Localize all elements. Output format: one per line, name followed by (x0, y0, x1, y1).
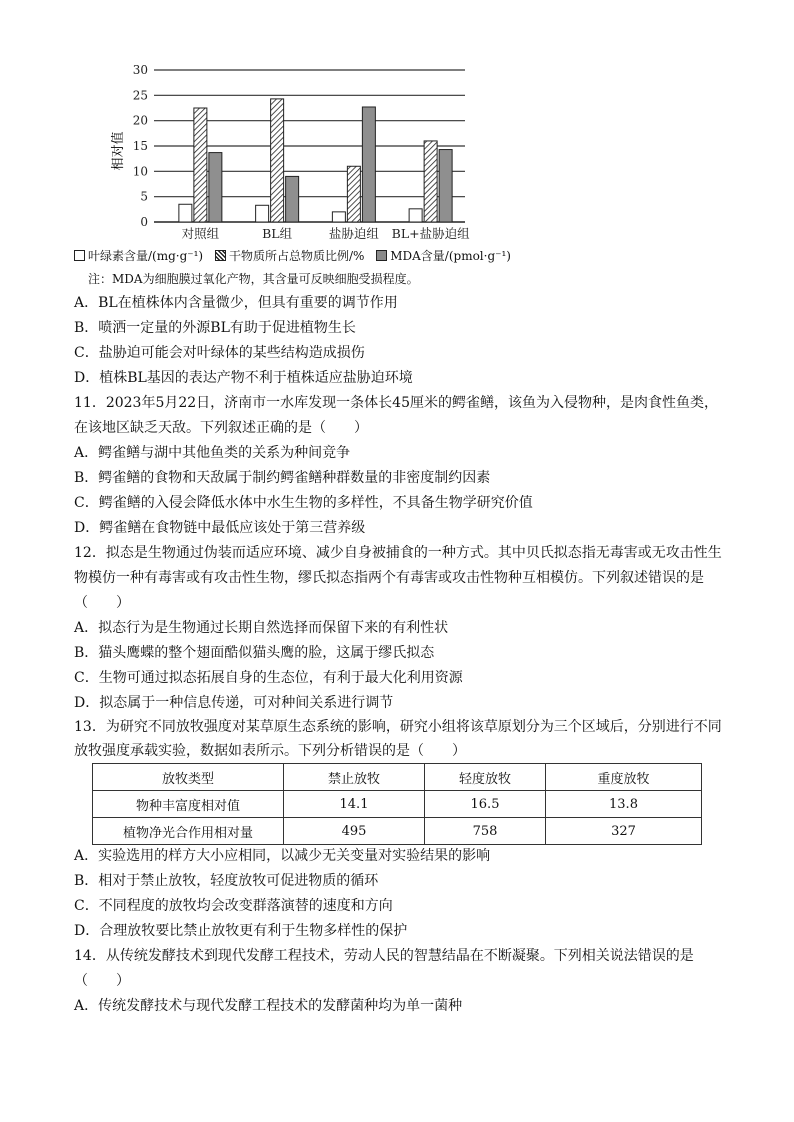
table-header-cell: 重度放牧 (546, 764, 702, 791)
table-header-cell: 放牧类型 (93, 764, 284, 791)
legend-label-mda: MDA含量/(pmol·g⁻¹) (390, 249, 511, 263)
table-cell: 植物净光合作用相对量 (93, 818, 284, 845)
legend-item-dry-matter (215, 249, 364, 263)
y-tick-label: 30 (132, 63, 148, 77)
q13-stem-line-2: 放牧强度承载实验，数据如表所示。下列分析错误的是（ ） (74, 743, 466, 759)
y-tick-label: 25 (132, 88, 148, 103)
q13-option-a: A．实验选用的样方大小应相同，以减少无关变量对实验结果的影响 (74, 848, 491, 864)
table-row (93, 791, 702, 818)
table-header-cell: 禁止放牧 (284, 764, 425, 791)
q11-option-a: A．鳄雀鳝与湖中其他鱼类的关系为种间竞争 (74, 445, 351, 461)
y-tick-label: 15 (132, 139, 148, 153)
bar (362, 107, 375, 222)
table-cell: 16.5 (425, 791, 546, 818)
q12-option-b: B．猫头鹰蝶的整个翅面酷似猫头鹰的脸，这属于缪氏拟态 (74, 645, 435, 661)
chart-note: 注：MDA为细胞膜过氧化产物，其含量可反映细胞受损程度。 (88, 272, 419, 286)
q10-option-b: B．喷洒一定量的外源BL有助于促进植物生长 (74, 320, 356, 336)
y-tick-label: 0 (140, 215, 148, 229)
y-axis-label: 相对值 (111, 131, 126, 171)
bar (209, 153, 222, 222)
q12-stem-line-1: 12．拟态是生物通过伪装而适应环境、减少自身被捕食的一种方式。其中贝氏拟态指无毒害或无攻击性生 (74, 545, 722, 561)
x-tick-label: BL组 (262, 226, 293, 241)
q10-option-d: D．植株BL基因的表达产物不利于植株适应盐胁迫环境 (74, 370, 413, 386)
chart-legend (74, 247, 519, 264)
bar (347, 166, 360, 222)
y-tick-label: 5 (140, 189, 148, 204)
q13-option-c: C．不同程度的放牧均会改变群落演替的速度和方向 (74, 898, 393, 914)
q14-option-a: A．传统发酵技术与现代发酵工程技术的发酵菌种均为单一菌种 (74, 998, 463, 1014)
legend-item-chlorophyll (74, 249, 203, 263)
legend-swatch-hatch (215, 250, 226, 261)
bar (332, 212, 345, 222)
legend-swatch-gray (376, 250, 387, 261)
x-tick-label: BL+盐胁迫组 (391, 226, 470, 241)
bar (286, 176, 299, 222)
legend-swatch-white (74, 250, 85, 261)
bar (179, 204, 192, 222)
legend-item-mda (376, 249, 511, 263)
bar (424, 141, 437, 222)
q13-stem-line-1: 13．为研究不同放牧强度对某草原生态系统的影响，研究小组将该草原划分为三个区域后，分别进行不同 (74, 719, 722, 735)
x-tick-label: 盐胁迫组 (328, 226, 379, 241)
table-cell: 13.8 (546, 791, 702, 818)
table-row (93, 818, 702, 845)
q11-stem-line-1: 11．2023年5月22日，济南市一水库发现一条体长45厘米的鳄雀鳝，该鱼为入侵物种，是肉食性鱼类， (74, 395, 718, 411)
q14-stem-line-1: 14．从传统发酵技术到现代发酵工程技术，劳动人民的智慧结晶在不断凝聚。下列相关说法错误的是 (74, 948, 694, 964)
q11-stem-line-2: 在该地区缺乏天敌。下列叙述正确的是（ ） (74, 420, 368, 436)
table-header-row (93, 764, 702, 791)
q12-option-a: A．拟态行为是生物通过长期自然选择而保留下来的有利性状 (74, 620, 449, 636)
bar (256, 205, 269, 222)
grazing-data-table (92, 763, 702, 845)
table-cell: 物种丰富度相对值 (93, 791, 284, 818)
table-cell: 495 (284, 818, 425, 845)
q11-option-c: C．鳄雀鳝的入侵会降低水体中水生生物的多样性，不具备生物学研究价值 (74, 495, 533, 511)
table-cell: 327 (546, 818, 702, 845)
q14-stem-line-2: （ ） (74, 973, 130, 989)
table-header-cell: 轻度放牧 (425, 764, 546, 791)
bar-chart-svg (70, 56, 540, 246)
y-tick-label: 20 (132, 113, 148, 128)
legend-label-dry-matter: 干物质所占总物质比例/% (228, 249, 365, 263)
bar (271, 99, 284, 222)
q10-option-a: A．BL在植株体内含量微少，但具有重要的调节作用 (74, 295, 398, 311)
q13-option-d: D．合理放牧要比禁止放牧更有利于生物多样性的保护 (74, 923, 408, 939)
q10-option-c: C．盐胁迫可能会对叶绿体的某些结构造成损伤 (74, 345, 365, 361)
y-tick-label: 10 (132, 164, 148, 179)
x-tick-label: 对照组 (181, 226, 220, 241)
legend-label-chlorophyll: 叶绿素含量/(mg·g⁻¹) (88, 249, 204, 263)
table-cell: 758 (425, 818, 546, 845)
q11-option-b: B．鳄雀鳝的食物和天敌属于制约鳄雀鳝种群数量的非密度制约因素 (74, 470, 491, 486)
q13-option-b: B．相对于禁止放牧，轻度放牧可促进物质的循环 (74, 873, 379, 889)
q11-option-d: D．鳄雀鳝在食物链中最低应该处于第三营养级 (74, 520, 366, 536)
q12-option-d: D．拟态属于一种信息传递，可对种间关系进行调节 (74, 695, 394, 711)
q12-stem-line-3: （ ） (74, 595, 130, 611)
q12-stem-line-2: 物模仿一种有毒害或有攻击性生物，缪氏拟态指两个有毒害或攻击性物种互相模仿。下列叙述错误的是 (74, 570, 704, 586)
q12-option-c: C．生物可通过拟态拓展自身的生态位，有利于最大化利用资源 (74, 670, 463, 686)
bar (439, 150, 452, 222)
bar (409, 209, 422, 222)
table-cell: 14.1 (284, 791, 425, 818)
bar (194, 108, 207, 222)
